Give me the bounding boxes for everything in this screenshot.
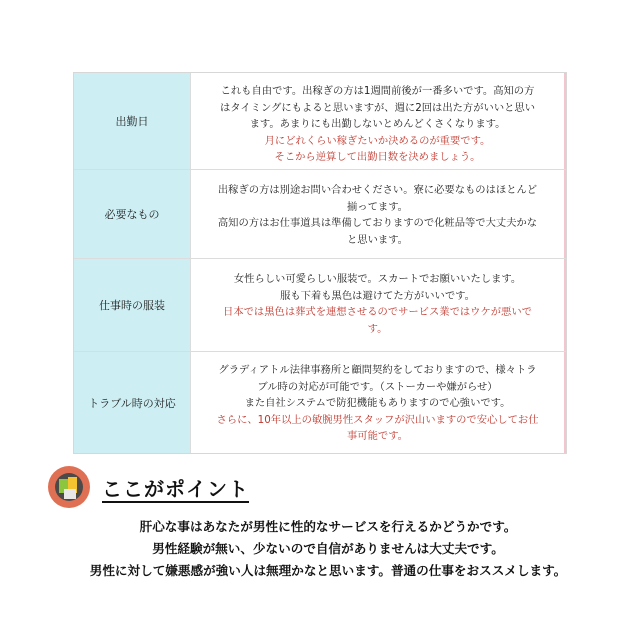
point-line: 男性経験が無い、少ないので自信がありませんは大丈夫です。 <box>152 541 504 556</box>
row-header: 必要なもの <box>74 170 191 258</box>
row-text-line: はタイミングにもよると思いますが、週に2回は出た方がいいと思い <box>219 101 536 114</box>
row-text-line: グラディアトル法律事務所と顧問契約をしておりますので、様々トラ <box>218 364 537 376</box>
row-content <box>191 170 566 258</box>
point-body <box>48 516 608 582</box>
row-text-line: ブル時の対応が可能です。（ストーカーや嫌がらせ） <box>257 380 498 393</box>
row-text-line: 女性らしい可愛らしい服装で。スカートでお願いいたします。 <box>233 273 522 285</box>
row-highlight-line: 事可能です。 <box>347 430 408 442</box>
info-table <box>73 72 567 454</box>
point-line: 男性に対して嫌悪感が強い人は無理かなと思います。普通の仕事をおススメします。 <box>89 563 567 578</box>
point-title: ここがポイント <box>102 476 249 501</box>
row-text-line: 服も下着も黒色は避けてた方がいいです。 <box>280 289 475 302</box>
row-content <box>191 73 566 169</box>
point-line: 肝心な事はあなたが男性に性的なサービスを行えるかどうかです。 <box>139 519 517 534</box>
row-text-line: と思います。 <box>347 233 408 246</box>
table-row-trouble-response <box>74 352 566 453</box>
row-text-line: 出稼ぎの方は別途お問い合わせください。寮に必要なものはほとんど <box>217 184 538 196</box>
row-text-line: 揃ってます。 <box>347 200 408 213</box>
row-header: 仕事時の服装 <box>74 259 191 351</box>
point-section <box>48 466 608 582</box>
point-header <box>48 466 608 508</box>
table-row-attendance <box>74 73 566 170</box>
row-highlight-line: 月にどれくらい稼ぎたいか決めるのが重要です。 <box>264 134 491 147</box>
row-header: トラブル時の対応 <box>74 352 191 453</box>
row-content <box>191 259 566 351</box>
row-text-line: ます。あまりにも出勤しないとめんどくさくなります。 <box>249 118 506 130</box>
row-header: 出勤日 <box>74 73 191 169</box>
row-text-line: また自社システムで防犯機能もありますので心強いです。 <box>244 397 511 409</box>
row-text-line: 高知の方はお仕事道具は準備しておりますので化粧品等で大丈夫かな <box>217 217 538 229</box>
table-row-work-attire <box>74 259 566 352</box>
row-highlight-line: そこから逆算して出勤日数を決めましょう。 <box>274 151 481 163</box>
row-content <box>191 352 566 453</box>
table-row-required-items <box>74 170 566 259</box>
row-highlight-line: 日本では黒色は葬式を連想させるのでサービス業ではウケが悪いで <box>223 306 532 318</box>
row-highlight-line: す。 <box>367 322 388 335</box>
row-highlight-line: さらに、10年以上の敏腕男性スタッフが沢山いますので安心してお仕 <box>216 413 539 426</box>
row-text-line: これも自由です。出稼ぎの方は1週間前後が一番多いです。高知の方 <box>220 85 535 97</box>
colorful-badge-icon <box>48 466 90 508</box>
